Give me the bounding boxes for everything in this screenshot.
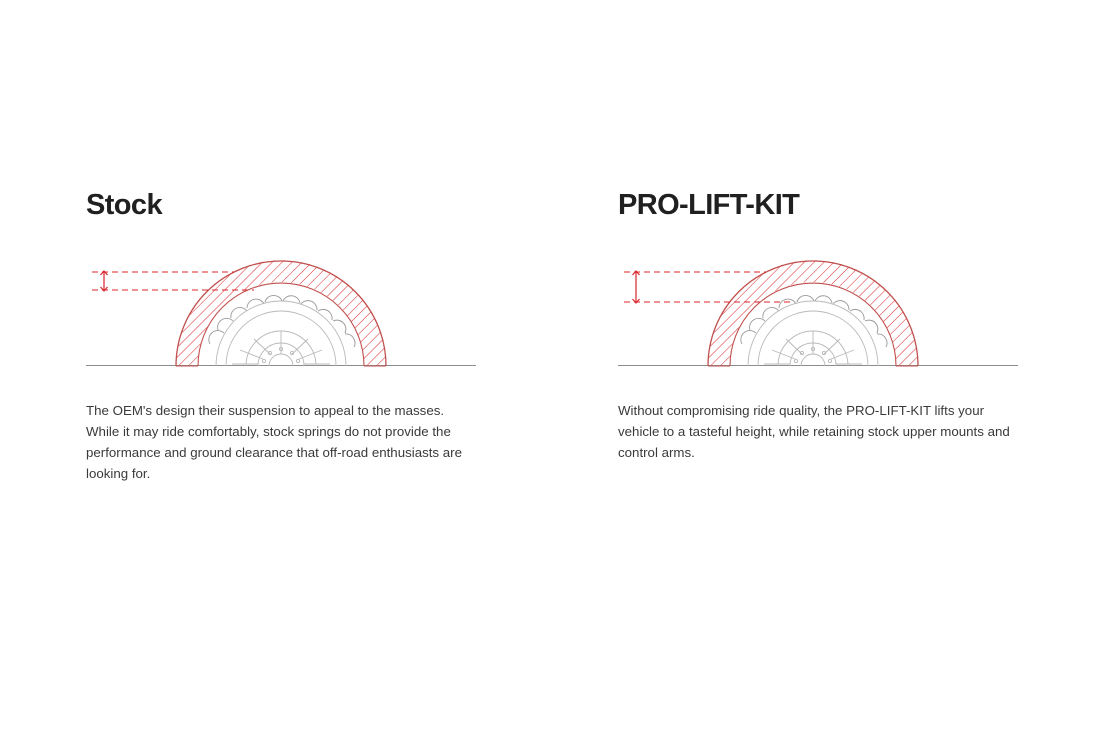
rim-detail xyxy=(748,301,878,366)
wheel-cross-section-icon-pro-lift-kit xyxy=(618,260,1018,390)
wheel-cross-section-icon-stock xyxy=(86,260,476,390)
panel-pro-lift-kit xyxy=(548,0,1096,731)
figure-stock xyxy=(86,260,476,390)
figure-pro-lift-kit xyxy=(618,260,1008,390)
panel-title-stock: Stock xyxy=(86,189,162,221)
panel-description-pro-lift-kit: Without compromising ride quality, the PRO-LIFT-KIT lifts your vehicle to a tasteful height, while retaining stock upper mounts and control arms. xyxy=(618,402,1010,460)
tire-tread-detail xyxy=(741,295,887,347)
panel-description-stock: The OEM's design their suspension to appeal to the masses. While it may ride comfortably, stock springs do not provide the performance and ground clearance that off-road enthusiasts are looking for. xyxy=(86,402,462,481)
tire-tread-detail xyxy=(209,295,355,347)
panel-title-pro-lift-kit: PRO-LIFT-KIT xyxy=(618,189,800,221)
rim-detail xyxy=(216,301,346,366)
